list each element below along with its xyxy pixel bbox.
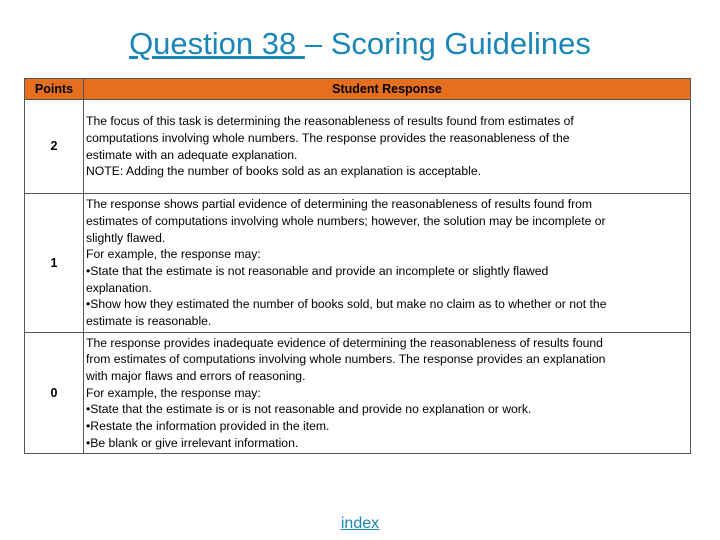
table-row [25, 333, 691, 454]
response-line: •Be blank or give irrelevant information. [86, 435, 299, 450]
response-line: •State that the estimate is or is not reasonable and provide no explanation or work. [86, 402, 532, 417]
points-value: 2 [25, 100, 84, 194]
response-line: The focus of this task is determining the reasonableness of results found from estimates of [86, 114, 574, 129]
header-response: Student Response [84, 79, 691, 100]
scoring-table [24, 78, 691, 454]
points-value: 0 [25, 333, 84, 454]
response-cell [84, 194, 691, 333]
response-line: •Show how they estimated the number of books sold, but make no claim as to whether or not the [86, 297, 607, 312]
response-cell [84, 333, 691, 454]
header-row [25, 79, 691, 100]
response-line: The response shows partial evidence of determining the reasonableness of results found from [86, 197, 593, 212]
response-line: computations involving whole numbers. The response provides the reasonableness of the [86, 130, 570, 145]
index-link[interactable]: index [340, 515, 380, 532]
question-link[interactable]: Question 38 [129, 26, 305, 61]
response-line: For example, the response may: [86, 385, 261, 400]
response-line: estimate is reasonable. [86, 314, 212, 329]
response-line: •Restate the information provided in the item. [86, 419, 330, 434]
response-line: estimate with an adequate explanation. [86, 147, 298, 162]
response-line: •State that the estimate is not reasonable and provide an incomplete or slightly flawed [86, 264, 549, 278]
response-cell [84, 100, 691, 194]
response-line: NOTE: Adding the number of books sold as an explanation is acceptable. [86, 164, 481, 179]
points-value: 1 [25, 194, 84, 333]
table-row [25, 100, 691, 194]
title-suffix: – Scoring Guidelines [304, 26, 591, 61]
header-points: Points [25, 79, 84, 100]
response-line: The response provides inadequate evidence of determining the reasonableness of results found [86, 335, 603, 350]
response-line: estimates of computations involving whole numbers; however, the solution may be incomplete or [86, 213, 606, 228]
table-row [25, 194, 691, 333]
response-line: from estimates of computations involving whole numbers. The response provides an explanation [86, 352, 606, 367]
response-line: For example, the response may: [86, 247, 261, 262]
response-line: slightly flawed. [86, 230, 166, 245]
response-line: explanation. [86, 280, 152, 295]
page-title [0, 24, 720, 64]
response-line: with major flaws and errors of reasoning. [86, 368, 306, 383]
